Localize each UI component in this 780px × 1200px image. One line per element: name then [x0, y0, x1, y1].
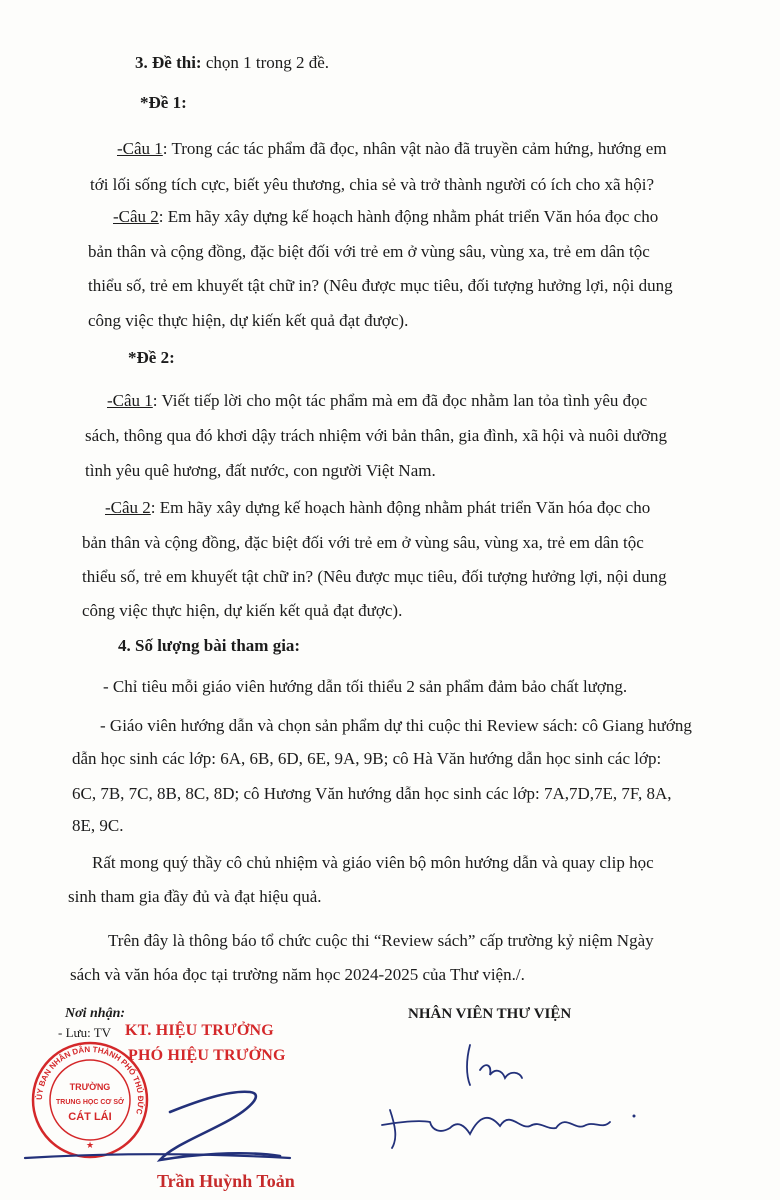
stamp-arc-text: ỦY BAN NHÂN DÂN THÀNH PHỐ THỦ ĐỨC [34, 1044, 146, 1116]
de1-cau2-line2: bản thân và cộng đồng, đặc biệt đối với trẻ em ở vùng sâu, vùng xa, trẻ em dân tộc [88, 242, 650, 261]
de2-cau2-line2: bản thân và cộng đồng, đặc biệt đối với trẻ em ở vùng sâu, vùng xa, trẻ em dân tộc [82, 533, 644, 552]
stamp-line1: TRƯỜNG [69, 1082, 111, 1092]
de2-cau2-line3: thiểu số, trẻ em khuyết tật chữ in? (Nêu được mục tiêu, đối tượng hưởng lợi, nội dung [82, 567, 667, 586]
stamp-star-icon: ★ [85, 1140, 95, 1150]
de1-cau1-line2: tới lối sống tích cực, biết yêu thương, chia sẻ và trở thành người có ích cho xã hội? [90, 175, 655, 194]
section4-bullet2-line1: - Giáo viên hướng dẫn và chọn sản phẩm dự thi cuộc thi Review sách: cô Giang hướng [100, 716, 692, 735]
de2-cau1-line2: sách, thông qua đó khơi dậy trách nhiệm với bản thân, gia đình, xã hội và nuôi dưỡng [85, 426, 667, 445]
stamp-line2: TRUNG HỌC CƠ SỞ [56, 1099, 124, 1106]
closing-p2-line2: sách và văn hóa đọc tại trường năm học 2024-2025 của Thư viện./. [70, 965, 525, 984]
de2-cau1-line3: tình yêu quê hương, đất nước, con người Việt Nam. [85, 461, 436, 480]
kt-hieu-truong: KT. HIỆU TRƯỞNG [125, 1022, 274, 1039]
de2-cau2-line4: công việc thực hiện, dự kiến kết quả đạt được). [82, 601, 403, 620]
principal-signature [20, 1070, 300, 1180]
closing-p2-line1: Trên đây là thông báo tổ chức cuộc thi “Review sách” cấp trường kỷ niệm Ngày [108, 931, 654, 950]
section4-bullet2-line2: dẫn học sinh các lớp: 6A, 6B, 6D, 6E, 9A, 9B; cô Hà Văn hướng dẫn học sinh các lớp: [72, 749, 662, 768]
section4-bullet1: - Chỉ tiêu mỗi giáo viên hướng dẫn tối thiểu 2 sản phẩm đảm bảo chất lượng. [103, 677, 628, 696]
principal-name: Trần Huỳnh Toản [157, 1171, 295, 1191]
librarian-signature [370, 1030, 670, 1160]
de1-cau2-line1: -Câu 2: Em hãy xây dựng kế hoạch hành động nhằm phát triển Văn hóa đọc cho [113, 207, 659, 226]
closing-p1-line2: sinh tham gia đầy đủ và đạt hiệu quả. [68, 887, 322, 906]
pho-hieu-truong: PHÓ HIỆU TRƯỞNG [128, 1047, 286, 1064]
de1-cau2-line3: thiểu số, trẻ em khuyết tật chữ in? (Nêu được mục tiêu, đối tượng hưởng lợi, nội dung [88, 276, 673, 295]
stamp-line3: CÁT LÁI [68, 1111, 112, 1123]
noi-nhan-label: Nơi nhận: [65, 1006, 126, 1021]
de2-cau1-line1: -Câu 1: Viết tiếp lời cho một tác phẩm mà em đã đọc nhằm lan tỏa tình yêu đọc [107, 391, 648, 410]
de1-title: *Đề 1: [140, 93, 187, 112]
section4-heading: 4. Số lượng bài tham gia: [118, 636, 301, 655]
section4-bullet2-line3: 6C, 7B, 7C, 8B, 8C, 8D; cô Hương Văn hướng dẫn học sinh các lớp: 7A,7D,7E, 7F, 8A, [72, 784, 672, 803]
closing-p1-line1: Rất mong quý thầy cô chủ nhiệm và giáo viên bộ môn hướng dẫn và quay clip học [92, 853, 654, 872]
de2-cau2-line1: -Câu 2: Em hãy xây dựng kế hoạch hành động nhằm phát triển Văn hóa đọc cho [105, 498, 651, 517]
de1-cau1-line1: -Câu 1: Trong các tác phẩm đã đọc, nhân vật nào đã truyền cảm hứng, hướng em [117, 139, 667, 158]
section3-heading: 3. Đề thi: chọn 1 trong 2 đề. [135, 53, 330, 72]
section4-bullet2-line4: 8E, 9C. [72, 816, 124, 835]
de2-title: *Đề 2: [128, 348, 175, 367]
luu-label: - Lưu: TV [58, 1025, 112, 1040]
librarian-title: NHÂN VIÊN THƯ VIỆN [408, 1006, 572, 1022]
de1-cau2-line4: công việc thực hiện, dự kiến kết quả đạt được). [88, 311, 409, 330]
